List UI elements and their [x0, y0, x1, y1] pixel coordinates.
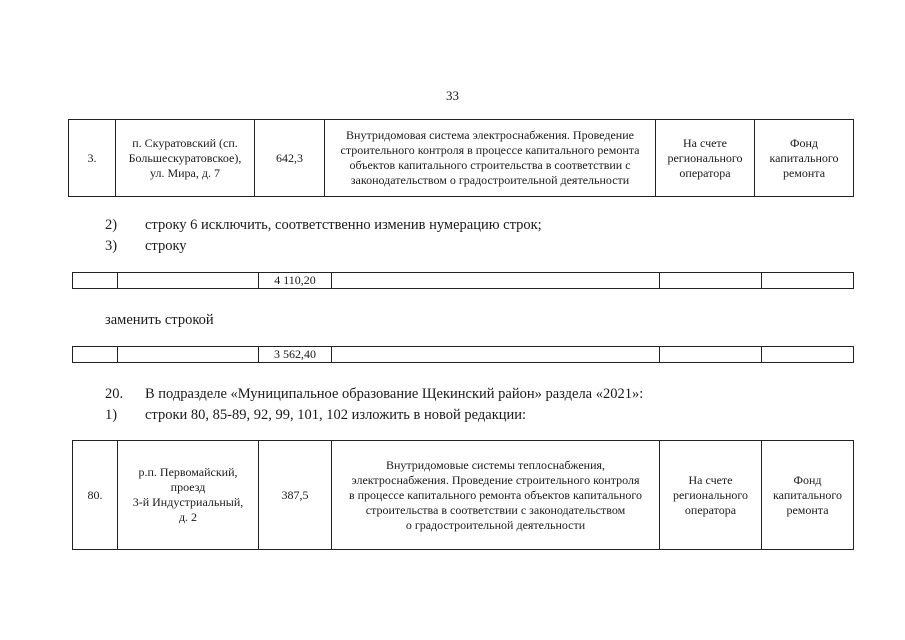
row-number: 80.	[73, 441, 118, 550]
amount-cell: 642,3	[255, 120, 325, 197]
section-20	[105, 385, 643, 403]
work-description-cell: Внутридомовая система электроснабжения. Проведение строительного контроля в процессе капитального ремонта объектов капитального строительства в соответствии с законодательством о градостроительной деятельности	[325, 120, 656, 197]
account-cell: На счете регионального оператора	[656, 120, 755, 197]
fund-cell: Фонд капитального ремонта	[755, 120, 854, 197]
list-item-number: 2)	[105, 217, 118, 233]
page-number: 33	[446, 88, 459, 103]
new-row	[72, 346, 854, 363]
address-cell: п. Скуратовский (сп. Большескуратовское), ул. Мира, д. 7	[116, 120, 255, 197]
replace-text: заменить строкой	[105, 312, 214, 328]
old-row	[72, 272, 854, 289]
table-row-80	[72, 440, 854, 550]
address-cell: р.п. Первомайский, проезд 3-й Индустриальный, д. 2	[118, 441, 259, 550]
amount-cell: 387,5	[259, 441, 332, 550]
list-item-text: В подразделе «Муниципальное образование Щекинский район» раздела «2021»:	[145, 386, 644, 402]
list-item-number: 3)	[105, 238, 118, 254]
amount-cell: 4 110,20	[259, 273, 332, 289]
work-description-cell: Внутридомовые системы теплоснабжения, электроснабжения. Проведение строительного контроля в процессе капитального ремонта объектов капитального строительства в соответствии с законодательством о градостроительной деятельности	[332, 441, 660, 550]
account-cell: На счете регионального оператора	[660, 441, 762, 550]
fund-cell: Фонд капитального ремонта	[762, 441, 854, 550]
list-item-text: строку	[145, 238, 187, 254]
list-item-number: 1)	[105, 407, 118, 423]
amount-cell: 3 562,40	[259, 347, 332, 363]
list-item-text: строки 80, 85-89, 92, 99, 101, 102 изложить в новой редакции:	[145, 407, 527, 423]
list-item-text: строку 6 исключить, соответственно изменив нумерацию строк;	[145, 217, 542, 233]
row-number: 3.	[69, 120, 116, 197]
list-item-2	[105, 216, 542, 234]
list-item-number: 20.	[105, 386, 124, 402]
list-item-1	[105, 406, 526, 424]
table-row-3	[68, 119, 854, 197]
list-item-3	[105, 237, 187, 255]
